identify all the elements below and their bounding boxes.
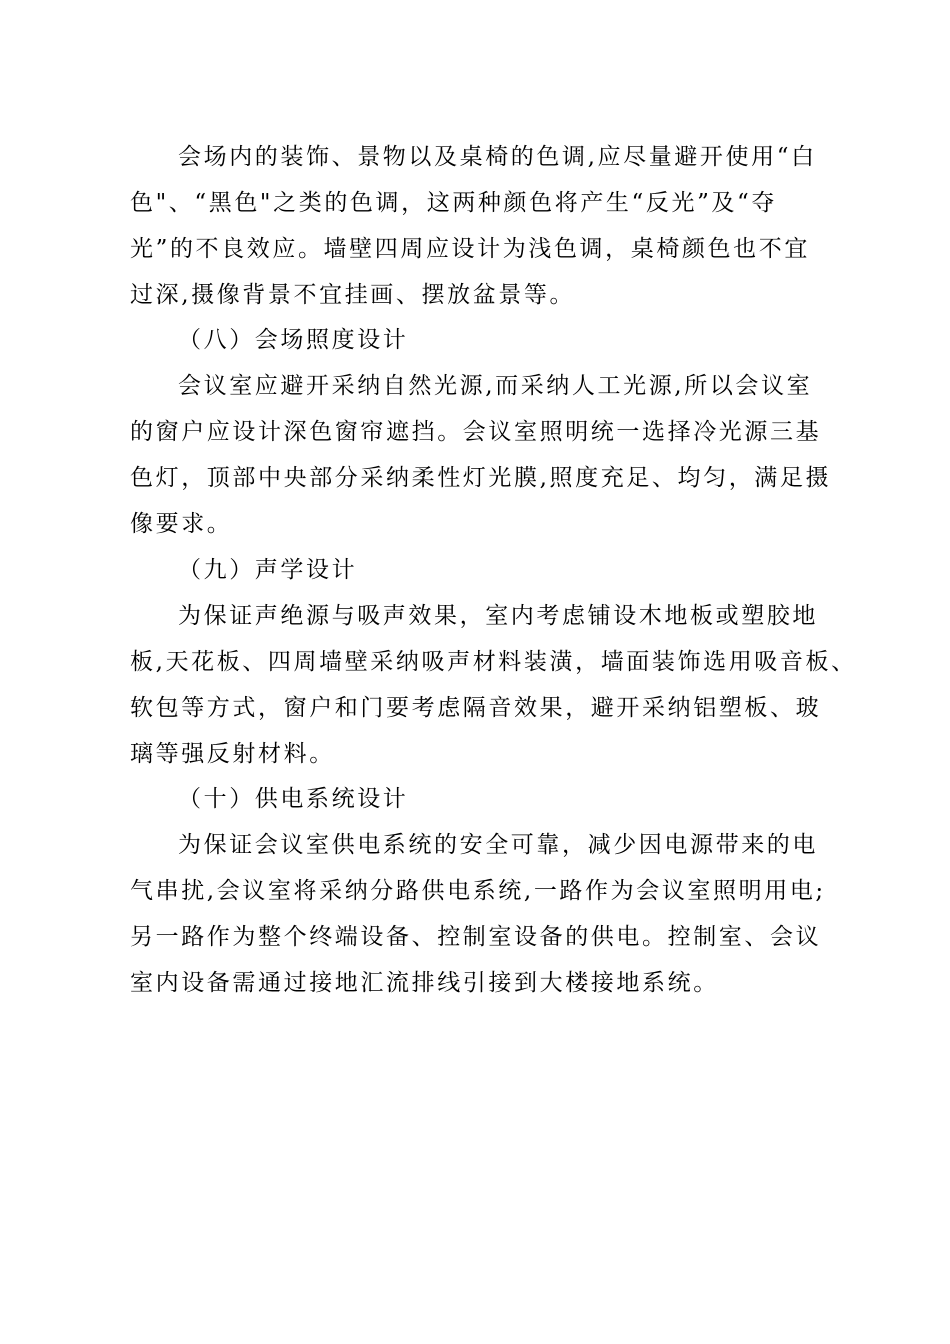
paragraph-line: 软包等方式，窗户和门要考虑隔音效果，避开采纳铝塑板、玻 bbox=[130, 695, 822, 721]
paragraph-line: 色灯，顶部中央部分采纳柔性灯光膜,照度充足、均匀，满足摄 bbox=[130, 465, 832, 491]
paragraph-line: 气串扰,会议室将采纳分路供电系统,一路作为会议室照明用电; bbox=[130, 878, 826, 904]
section-heading: （九）声学设计 bbox=[178, 557, 358, 583]
paragraph-line: 色"、“黑色"之类的色调，这两种颜色将产生“反光”及“夺 bbox=[130, 190, 777, 216]
paragraph-line: 为保证会议室供电系统的安全可靠，减少因电源带来的电 bbox=[178, 832, 818, 858]
paragraph-line: 光”的不良效应。墙壁四周应设计为浅色调，桌椅颜色也不宜 bbox=[130, 236, 810, 262]
paragraph-line: 会场内的装饰、景物以及桌椅的色调,应尽量避开使用“白 bbox=[178, 144, 817, 170]
paragraph-line: 为保证声绝源与吸声效果，室内考虑铺设木地板或塑胶地 bbox=[178, 603, 818, 629]
paragraph-line: 会议室应避开采纳自然光源,而采纳人工光源,所以会议室 bbox=[178, 373, 813, 399]
section-heading: （八）会场照度设计 bbox=[178, 327, 409, 353]
paragraph-line: 的窗户应设计深色窗帘遮挡。会议室照明统一选择冷光源三基 bbox=[130, 419, 822, 445]
section-heading: （十）供电系统设计 bbox=[178, 786, 409, 812]
paragraph-line: 过深,摄像背景不宜挂画、摆放盆景等。 bbox=[130, 282, 576, 308]
paragraph-line: 璃等强反射材料。 bbox=[130, 741, 335, 767]
paragraph-line: 室内设备需通过接地汇流排线引接到大楼接地系统。 bbox=[130, 970, 719, 996]
paragraph-line: 另一路作为整个终端设备、控制室设备的供电。控制室、会议 bbox=[130, 924, 822, 950]
paragraph-line: 像要求。 bbox=[130, 511, 233, 537]
paragraph-line: 板,天花板、四周墙壁采纳吸声材料装潢，墙面装饰选用吸音板、 bbox=[130, 649, 857, 675]
